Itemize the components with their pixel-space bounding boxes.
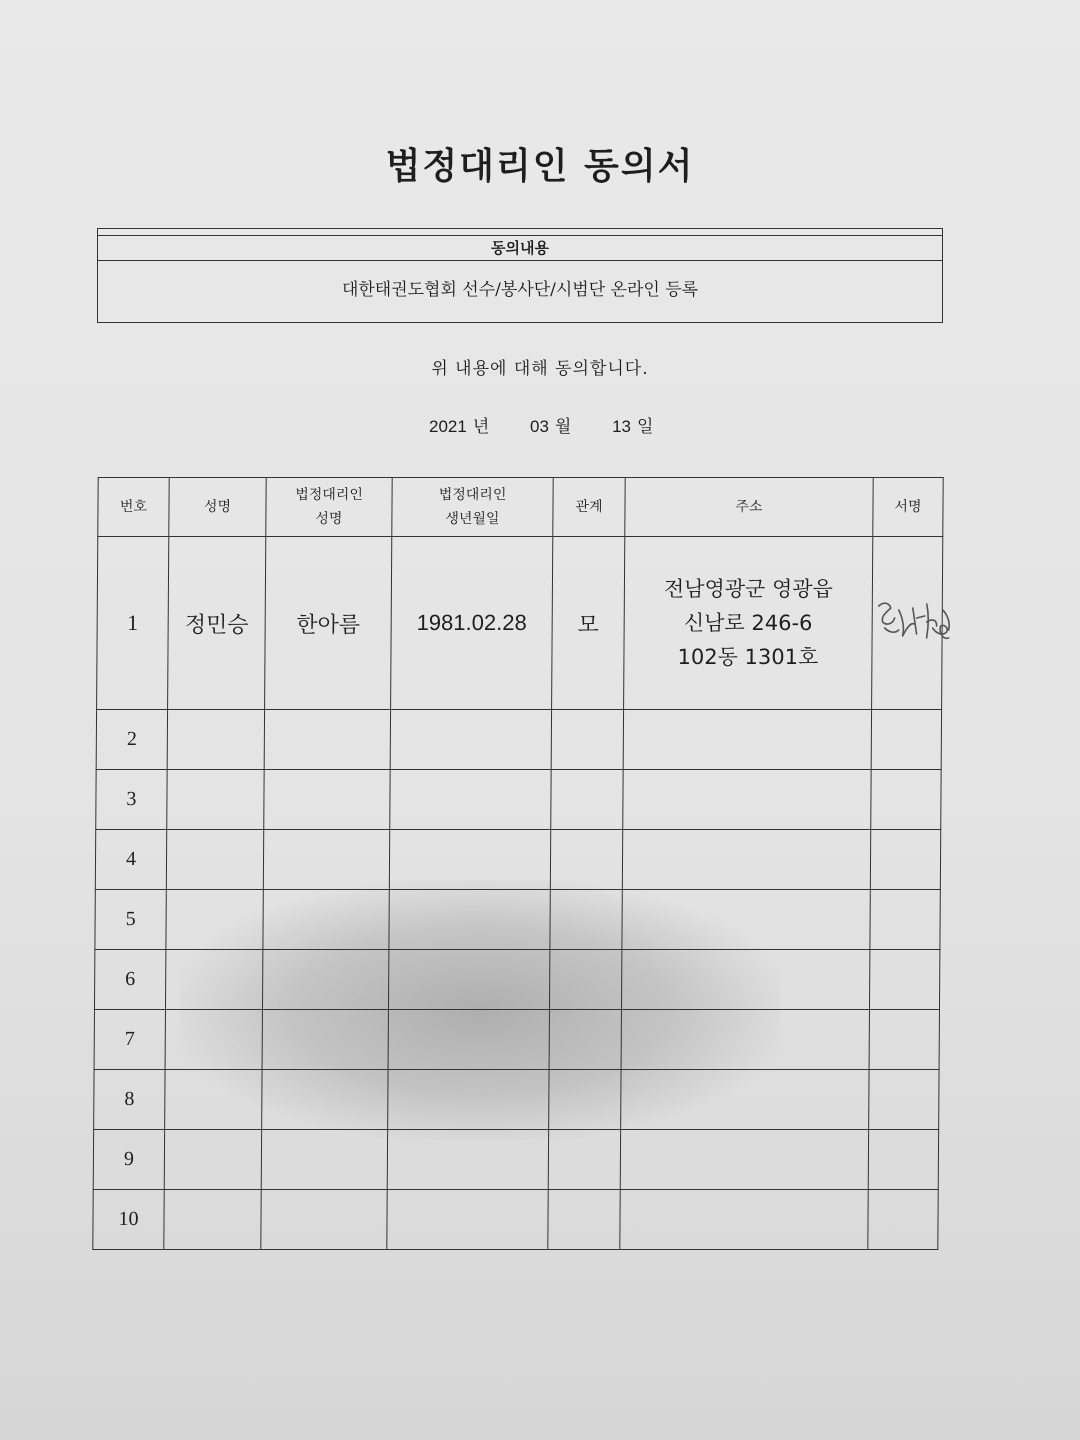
table-header-row: [98, 478, 943, 537]
date-month: 03: [530, 417, 549, 436]
cell-no: 2: [96, 710, 167, 770]
table-row: [97, 537, 943, 710]
cell-no: 8: [94, 1070, 165, 1130]
agree-statement: 위 내용에 대해 동의합니다.: [431, 359, 649, 379]
header-no: 번호: [98, 478, 169, 537]
header-relation: 관계: [553, 478, 625, 537]
cell-relation: 모: [552, 537, 625, 710]
cell-no: 5: [95, 890, 166, 950]
document-title: 법정대리인 동의서: [385, 145, 695, 187]
address-line2: 신남로 246-6: [683, 611, 813, 635]
table-row: [95, 890, 940, 950]
header-name: 성명: [169, 478, 266, 537]
cell-no: 9: [93, 1130, 164, 1190]
consent-date: [429, 412, 659, 437]
table-row: [95, 830, 940, 890]
header-guardian-birth-line1: 법정대리인: [438, 487, 507, 503]
cell-no: 4: [95, 830, 166, 890]
cell-address: [624, 537, 873, 710]
header-signature: 서명: [873, 478, 943, 537]
header-guardian-name-line2: 성명: [315, 511, 343, 527]
date-month-unit: 월: [554, 417, 572, 436]
table-row: [93, 1130, 938, 1190]
cell-no: 10: [93, 1190, 164, 1250]
cell-signature: [872, 537, 943, 710]
cell-no: 7: [94, 1010, 165, 1070]
cell-name: 정민승: [168, 537, 266, 710]
header-guardian-birth-line2: 생년월일: [445, 511, 500, 527]
cell-guardian-birth: 1981.02.28: [391, 537, 553, 710]
cell-guardian-name: 한아름: [265, 537, 392, 710]
header-guardian-birth: [392, 478, 553, 537]
consent-box: [97, 228, 943, 323]
table-row: [93, 1190, 938, 1250]
table-row: [94, 1010, 939, 1070]
header-guardian-name-line1: 법정대리인: [295, 487, 363, 503]
address-line1: 전남영광군 영광읍: [663, 577, 833, 601]
date-day-unit: 일: [637, 417, 654, 436]
date-day: 13: [612, 417, 632, 436]
date-year: 2021: [429, 417, 467, 436]
consent-body: 대한태권도협회 선수/봉사단/시범단 온라인 등록: [341, 280, 699, 300]
header-address: 주소: [625, 478, 873, 537]
table-row: [96, 770, 941, 830]
date-year-unit: 년: [472, 417, 490, 436]
cell-no: 1: [97, 537, 169, 710]
table-row: [96, 710, 941, 770]
address-line3: 102동 1301호: [677, 645, 819, 669]
cell-no: 3: [96, 770, 167, 830]
handwritten-signature: [872, 588, 962, 658]
header-guardian-name: [266, 478, 392, 537]
table-row: [94, 950, 939, 1010]
guardian-table: [92, 477, 943, 1250]
cell-no: 6: [94, 950, 165, 1010]
table-row: [94, 1070, 939, 1130]
consent-header: 동의내용: [98, 235, 942, 261]
